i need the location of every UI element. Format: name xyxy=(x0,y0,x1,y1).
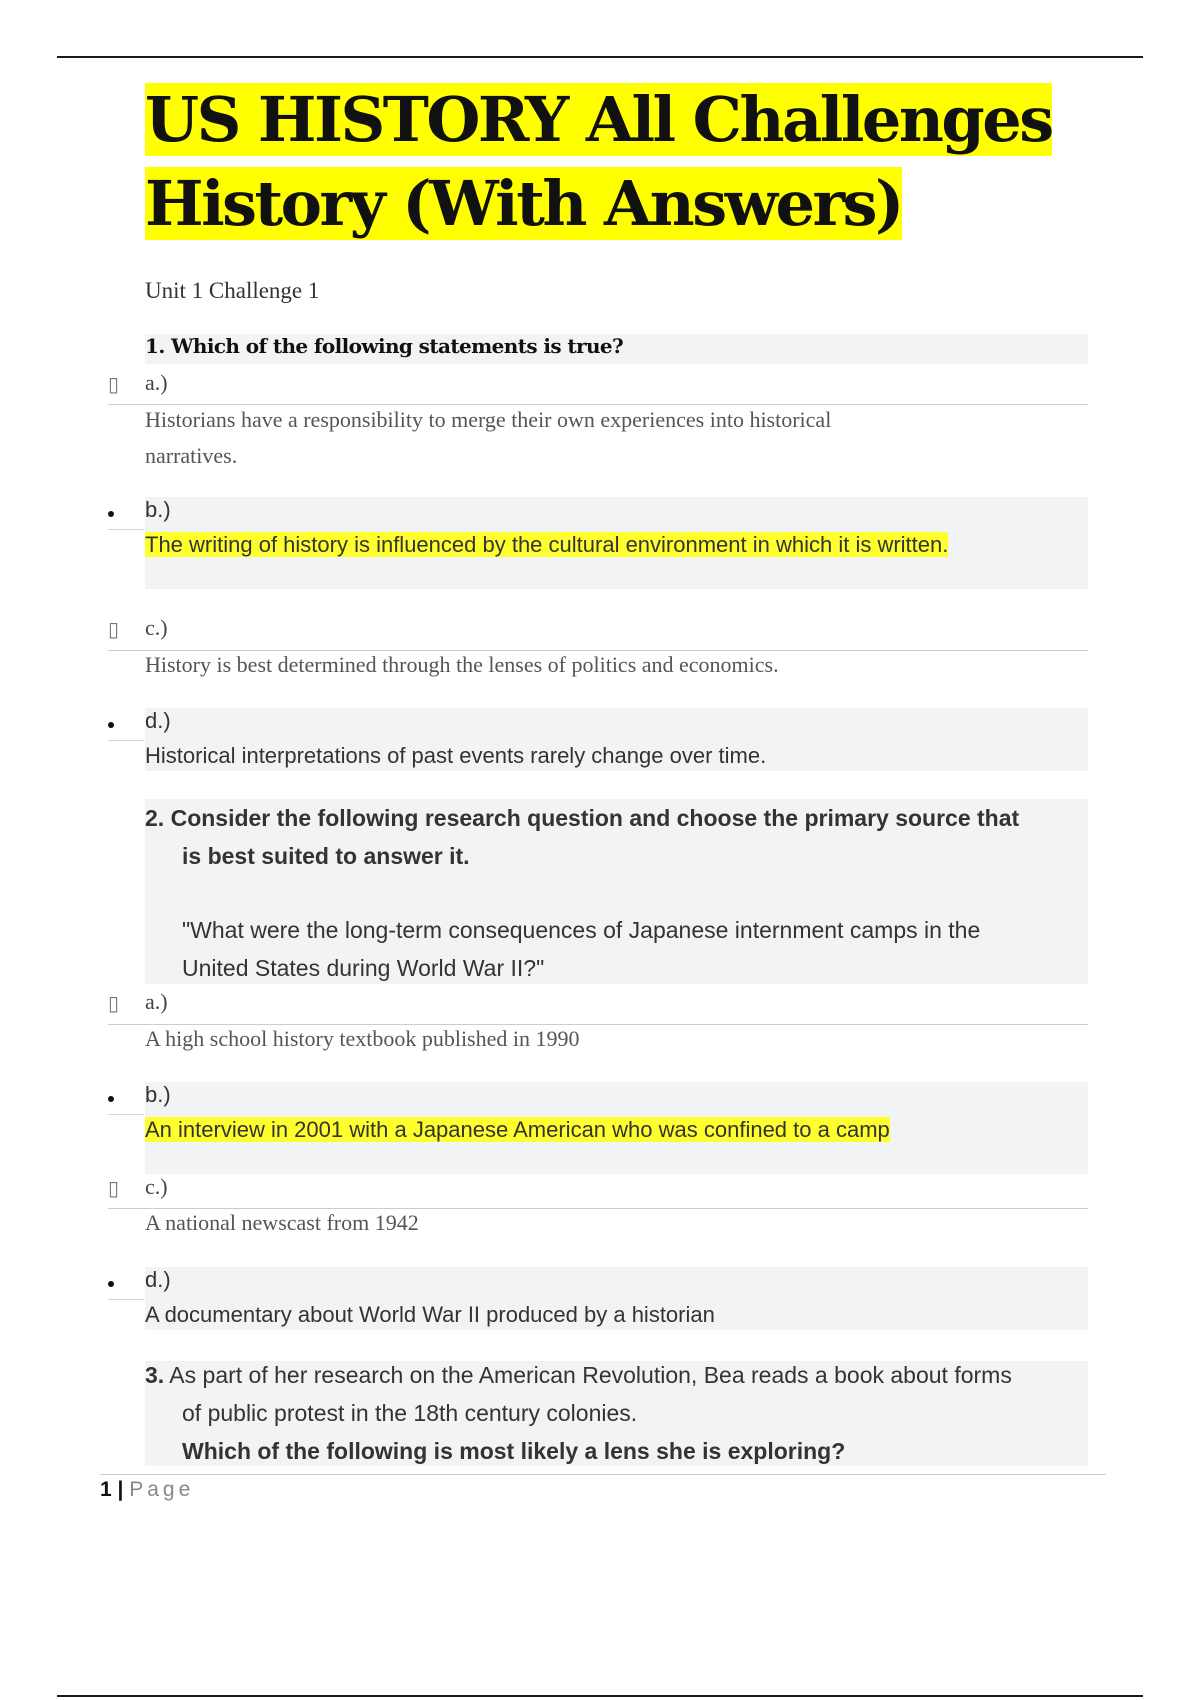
page-word: Page xyxy=(129,1478,195,1501)
option-stub xyxy=(108,740,144,741)
page-separator: | xyxy=(111,1478,130,1501)
q2-quote-line-1: "What were the long-term consequences of Japanese internment camps in the xyxy=(182,917,981,943)
q2-question-line-2: is best suited to answer it. xyxy=(182,843,470,869)
box-marker-icon: ▯ xyxy=(108,372,120,396)
q2-option-b-text[interactable] xyxy=(145,1117,890,1143)
q1-option-c-letter: c.) xyxy=(145,615,168,640)
q3-text-line-2: of public protest in the 18th century colonies. xyxy=(182,1400,638,1426)
q1-question: 1. Which of the following statements is true? xyxy=(145,334,624,358)
top-rule xyxy=(57,56,1143,58)
q1-option-c-text[interactable]: History is best determined through the lenses of politics and economics. xyxy=(145,652,779,677)
option-stub xyxy=(108,529,144,530)
q3-text-line-3: Which of the following is most likely a lens she is exploring? xyxy=(182,1438,846,1464)
q2-option-d-text[interactable]: A documentary about World War II produced by a historian xyxy=(145,1302,715,1327)
q1-option-d-letter: d.) xyxy=(145,708,171,733)
option-stub xyxy=(108,1299,144,1300)
bullet-icon xyxy=(108,1281,114,1287)
page-footer xyxy=(100,1478,194,1502)
q2-option-d-letter: d.) xyxy=(145,1267,171,1292)
q3-text-line-1: As part of her research on the American Revolution, Bea reads a book about forms xyxy=(164,1362,1012,1388)
q2-quote xyxy=(145,911,1065,987)
bullet-icon xyxy=(108,1096,114,1102)
bullet-icon xyxy=(108,511,114,517)
box-marker-icon: ▯ xyxy=(108,617,120,641)
q2-question-line-1: Consider the following research question and choose the primary source that xyxy=(170,805,1020,831)
q1-option-b-letter: b.) xyxy=(145,497,171,522)
box-marker-icon: ▯ xyxy=(108,991,120,1015)
q2-option-b-letter: b.) xyxy=(145,1082,171,1107)
q3-question xyxy=(145,1356,1065,1470)
q2-quote-line-2: United States during World War II?" xyxy=(182,955,545,981)
document-title xyxy=(145,78,1052,246)
q1-option-a-letter: a.) xyxy=(145,370,168,395)
q2-number: 2. xyxy=(145,805,165,831)
title-line-2: History (With Answers) xyxy=(145,167,902,240)
q1-option-b-highlight: The writing of history is influenced by the cultural environment in which it is written. xyxy=(145,532,949,557)
q1-option-b-text[interactable] xyxy=(145,532,948,558)
q3-number: 3. xyxy=(145,1362,165,1388)
bullet-icon xyxy=(108,722,114,728)
title-line-1: US HISTORY All Challenges xyxy=(145,83,1052,156)
option-stub xyxy=(108,1114,144,1115)
footer-rule xyxy=(100,1474,1106,1475)
q2-option-b-highlight: An interview in 2001 with a Japanese American who was confined to a camp xyxy=(145,1117,890,1142)
q2-option-a-text[interactable]: A high school history textbook published in 1990 xyxy=(145,1026,580,1051)
unit-label: Unit 1 Challenge 1 xyxy=(145,278,320,303)
q2-option-a-letter: a.) xyxy=(145,989,168,1014)
bottom-rule xyxy=(57,1695,1143,1697)
page-number: 1 xyxy=(100,1478,112,1501)
q1-option-d-text[interactable]: Historical interpretations of past events rarely change over time. xyxy=(145,743,767,768)
box-marker-icon: ▯ xyxy=(108,1176,120,1200)
q1-option-a-text[interactable]: Historians have a responsibility to merge their own experiences into historical narratives. xyxy=(145,407,832,468)
q2-question xyxy=(145,799,1065,875)
q2-option-c-text[interactable]: A national newscast from 1942 xyxy=(145,1210,419,1235)
q2-option-c-letter: c.) xyxy=(145,1174,168,1199)
